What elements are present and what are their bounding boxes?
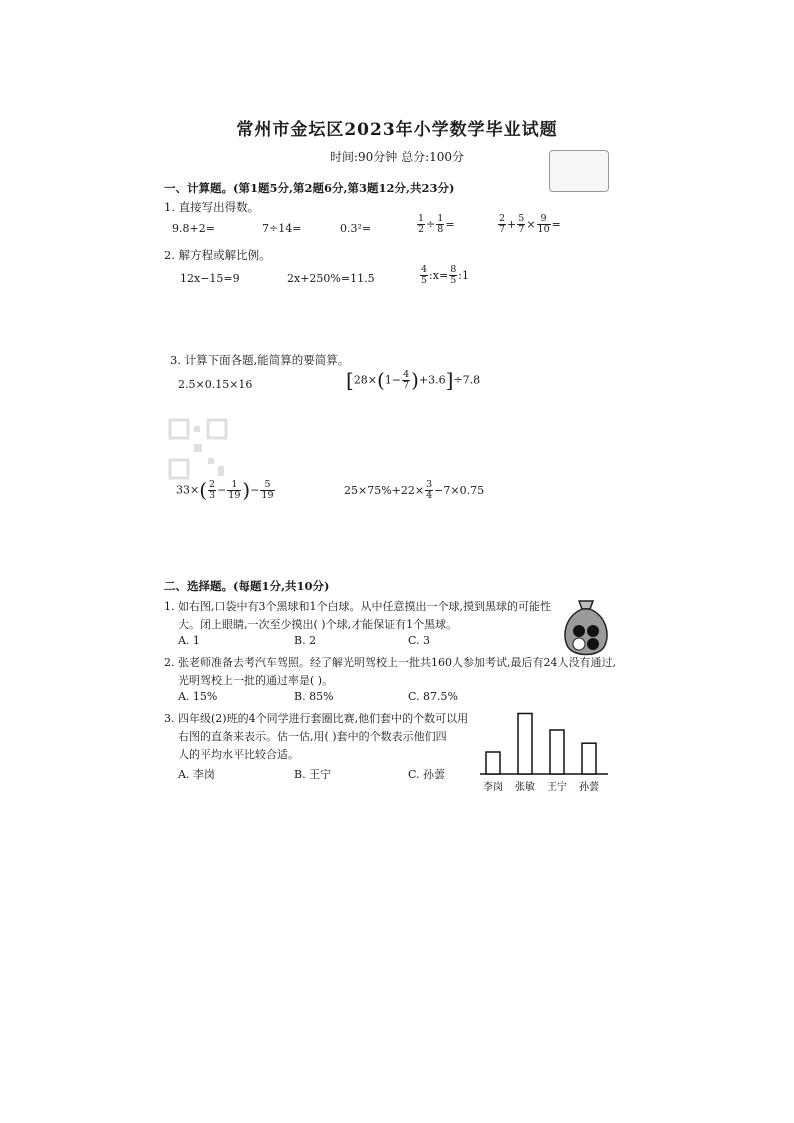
choice-q3-line1: 3. 四年级(2)班的4个同学进行套圈比赛,他们套中的个数可以用: [164, 712, 469, 725]
choice-q3-option-c[interactable]: C. 孙蕓: [408, 768, 446, 781]
choice-q3-line3: 人的平均水平比较合适。: [178, 748, 299, 761]
bar-label-2: 张敏: [515, 782, 535, 793]
page-title: 常州市金坛区2023年小学数学毕业试题: [236, 120, 558, 140]
q3-prompt: 3. 计算下面各题,能简算的要简算。: [170, 353, 350, 367]
bar-label-3: 王宁: [547, 782, 567, 793]
q1-item-5: $\frac{2}{7}$ + $\frac{5}{7}$ × $\frac{9}{10}$ =: [499, 213, 561, 235]
ball-bag-illustration: [562, 597, 610, 657]
choice-q1-line1: 1. 如右图,口袋中有3个黑球和1个白球。从中任意摸出一个球,摸到黑球的可能性: [164, 600, 551, 613]
q2-item-2: 2x+250%=11.5: [287, 272, 375, 285]
q3-item-1: 2.5×0.15×16: [178, 378, 253, 391]
choice-q3-line2: 右图的直条来表示。估一估,用( )套中的个数表示他们四: [178, 730, 447, 743]
choice-q2-option-c[interactable]: C. 87.5%: [408, 690, 458, 703]
q3-item-2: [28×(1− $\frac{4}{7}$ )+3.6]÷7.8: [346, 368, 481, 392]
bar-3: [550, 730, 564, 774]
choice-q3-option-a[interactable]: A. 李岗: [178, 768, 215, 781]
choice-q2-line1: 2. 张老师准备去考汽车驾照。经了解光明驾校上一批共160人参加考试,最后有24人没有通过,: [164, 656, 616, 669]
bar-label-4: 孙蕓: [579, 782, 599, 793]
q1-item-4: $\frac{1}{2}$ ÷ $\frac{1}{8}$ =: [418, 213, 455, 235]
choice-q1-line2: 大。闭上眼睛,一次至少摸出( )个球,才能保证有1个黑球。: [178, 618, 458, 631]
exam-info: 时间:90分钟 总分:100分: [329, 150, 465, 164]
corner-stamp-image: [549, 150, 609, 192]
choice-q3-option-b[interactable]: B. 王宁: [294, 768, 332, 781]
section1-heading: 一、计算题。(第1题5分,第2题6分,第3题12分,共23分): [164, 181, 455, 195]
bar-2: [518, 714, 532, 775]
q3-item-3: 33×( $\frac{2}{3}$ − $\frac{1}{19}$ )− $\frac{5}{19}$: [176, 478, 274, 502]
q1-item-1: 9.8+2=: [172, 222, 215, 235]
bar-1: [486, 752, 500, 774]
q1-prompt: 1. 直接写出得数。: [164, 200, 260, 214]
q3-item-4: 25×75%+22× $\frac{3}{4}$ −7×0.75: [344, 479, 485, 501]
choice-q1-option-b[interactable]: B. 2: [294, 634, 317, 647]
choice-q2-option-a[interactable]: A. 15%: [178, 690, 218, 703]
bar-4: [582, 743, 596, 774]
choice-q1-option-a[interactable]: A. 1: [178, 634, 200, 647]
section2-heading: 二、选择题。(每题1分,共10分): [164, 579, 330, 593]
q2-item-3: $\frac{4}{5}$ :x= $\frac{8}{5}$ :1: [421, 264, 469, 286]
choice-q2-option-b[interactable]: B. 85%: [294, 690, 334, 703]
qr-code-watermark: [168, 418, 228, 480]
q1-item-3: 0.3²=: [340, 222, 372, 235]
q2-item-1: 12x−15=9: [180, 272, 240, 285]
q1-item-2: 7÷14=: [262, 222, 302, 235]
bar-chart: [478, 700, 610, 796]
bar-label-1: 李岗: [483, 782, 503, 793]
choice-q2-line2: 光明驾校上一批的通过率是( )。: [178, 674, 334, 687]
choice-q1-option-c[interactable]: C. 3: [408, 634, 431, 647]
q2-prompt: 2. 解方程或解比例。: [164, 248, 271, 262]
